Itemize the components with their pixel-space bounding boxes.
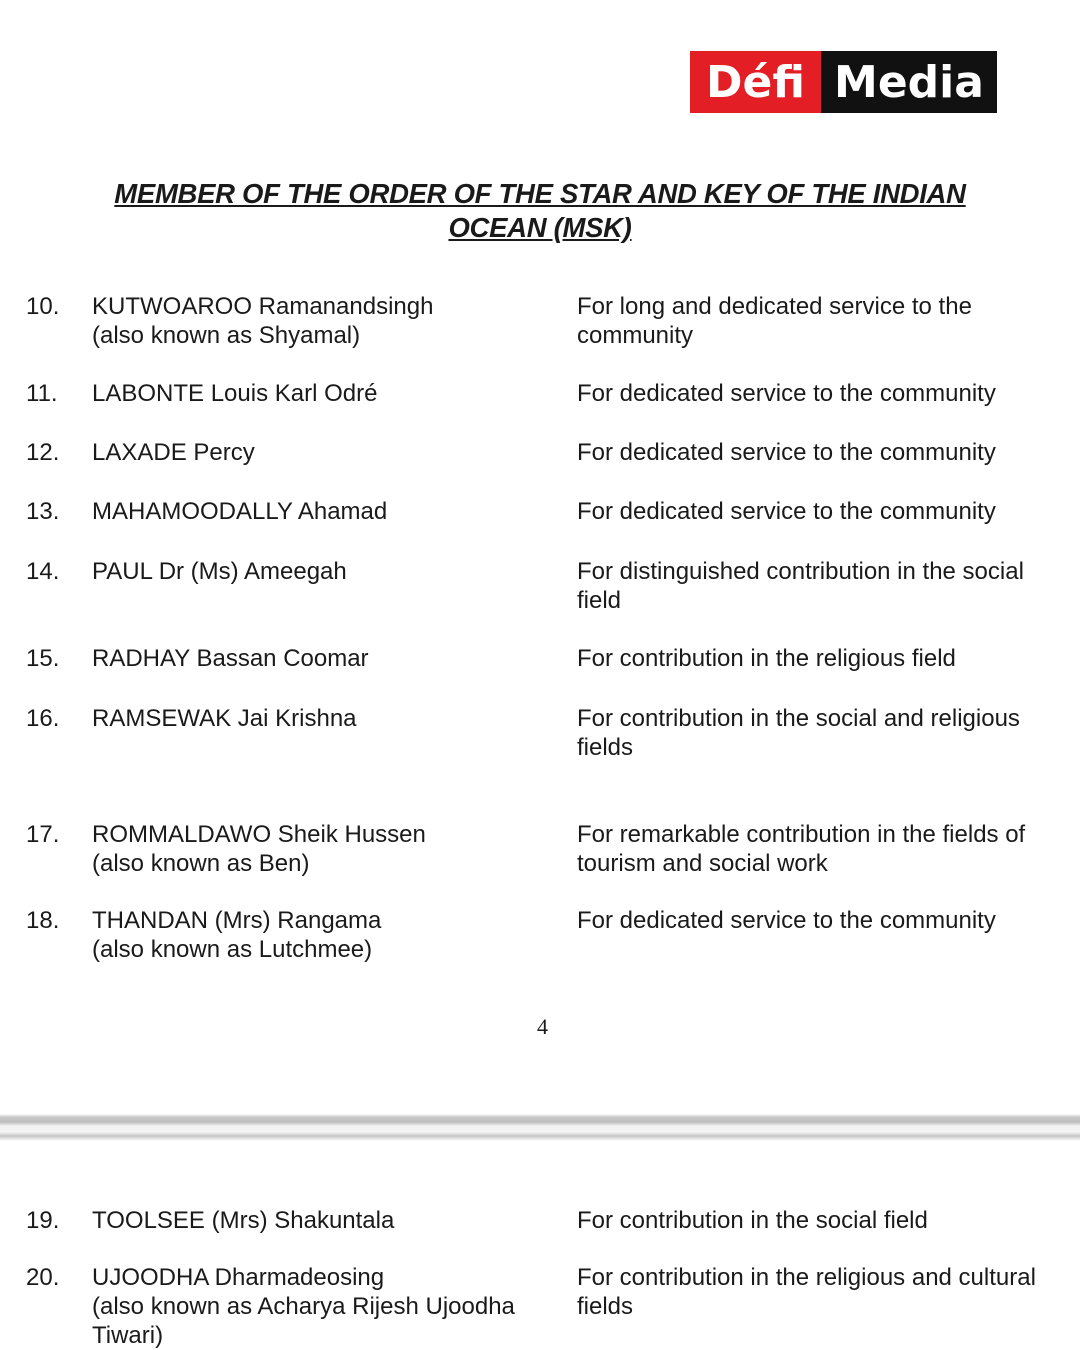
name-line: (also known as Lutchmee) — [92, 936, 373, 963]
logo-defi-text: Défi — [690, 51, 821, 113]
recipient-name — [92, 644, 562, 673]
recipient-name — [92, 906, 562, 964]
reason-line: For remarkable contribution in the fields of — [577, 821, 1026, 848]
item-number: 17. — [26, 821, 60, 848]
recipient-name — [92, 292, 562, 350]
recipient-name — [92, 1263, 562, 1350]
reason-line: For contribution in the religious and cultural — [577, 1264, 1036, 1291]
title-line-1: MEMBER OF THE ORDER OF THE STAR AND KEY OF THE INDIAN — [114, 178, 966, 209]
title-line-2: OCEAN (MSK) — [448, 212, 632, 243]
reason-line: tourism and social work — [577, 850, 828, 877]
reason-line: fields — [577, 734, 634, 761]
reason-line: For dedicated service to the community — [577, 380, 996, 407]
reason-line: For long and dedicated service to the — [577, 293, 972, 320]
item-number: 18. — [26, 907, 60, 934]
award-reason — [577, 1263, 1067, 1321]
reason-line: community — [577, 322, 694, 349]
name-line: ROMMALDAWO Sheik Hussen — [92, 821, 426, 848]
item-number: 14. — [26, 558, 60, 585]
item-number: 13. — [26, 498, 60, 525]
award-reason — [577, 292, 1067, 350]
name-line: TOOLSEE (Mrs) Shakuntala — [92, 1207, 395, 1234]
award-reason — [577, 906, 1067, 935]
reason-line: For contribution in the religious field — [577, 645, 956, 672]
award-reason — [577, 557, 1067, 615]
recipient-name — [92, 557, 562, 586]
name-line: LABONTE Louis Karl Odré — [92, 380, 378, 407]
item-number: 16. — [26, 705, 60, 732]
name-line: (also known as Ben) — [92, 850, 310, 877]
name-line: (also known as Acharya Rijesh Ujoodha — [92, 1293, 515, 1320]
reason-line: field — [577, 587, 622, 614]
reason-line: For contribution in the social field — [577, 1207, 928, 1234]
item-number: 11. — [26, 380, 58, 407]
reason-line: For contribution in the social and religious — [577, 705, 1020, 732]
award-reason — [577, 820, 1067, 878]
name-line: KUTWOAROO Ramanandsingh — [92, 293, 434, 320]
item-number: 10. — [26, 293, 60, 320]
award-reason — [577, 704, 1067, 762]
name-line: MAHAMOODALLY Ahamad — [92, 498, 388, 525]
page-number: 4 — [537, 1014, 548, 1039]
reason-line: For dedicated service to the community — [577, 439, 996, 466]
document-title — [80, 177, 1000, 245]
name-line: LAXADE Percy — [92, 439, 255, 466]
reason-line: For dedicated service to the community — [577, 498, 996, 525]
name-line: Tiwari) — [92, 1322, 164, 1349]
logo-media-text: Media — [821, 51, 997, 113]
award-reason — [577, 1206, 1067, 1235]
award-reason — [577, 644, 1067, 673]
award-reason — [577, 379, 1067, 408]
name-line: RAMSEWAK Jai Krishna — [92, 705, 357, 732]
reason-line: For dedicated service to the community — [577, 907, 996, 934]
item-number: 20. — [26, 1264, 60, 1291]
recipient-name — [92, 379, 562, 408]
name-line: (also known as Shyamal) — [92, 322, 361, 349]
item-number: 19. — [26, 1207, 60, 1234]
name-line: PAUL Dr (Ms) Ameegah — [92, 558, 347, 585]
name-line: UJOODHA Dharmadeosing — [92, 1264, 385, 1291]
recipient-name — [92, 438, 562, 467]
defi-media-logo — [690, 51, 997, 113]
reason-line: fields — [577, 1293, 634, 1320]
award-reason — [577, 497, 1067, 526]
recipient-name — [92, 497, 562, 526]
name-line: THANDAN (Mrs) Rangama — [92, 907, 382, 934]
reason-line: For distinguished contribution in the social — [577, 558, 1024, 585]
item-number: 12. — [26, 439, 60, 466]
page-separator — [0, 1114, 1080, 1141]
recipient-name — [92, 1206, 562, 1235]
name-line: RADHAY Bassan Coomar — [92, 645, 369, 672]
recipient-name — [92, 704, 562, 733]
award-reason — [577, 438, 1067, 467]
recipient-name — [92, 820, 562, 878]
item-number: 15. — [26, 645, 60, 672]
